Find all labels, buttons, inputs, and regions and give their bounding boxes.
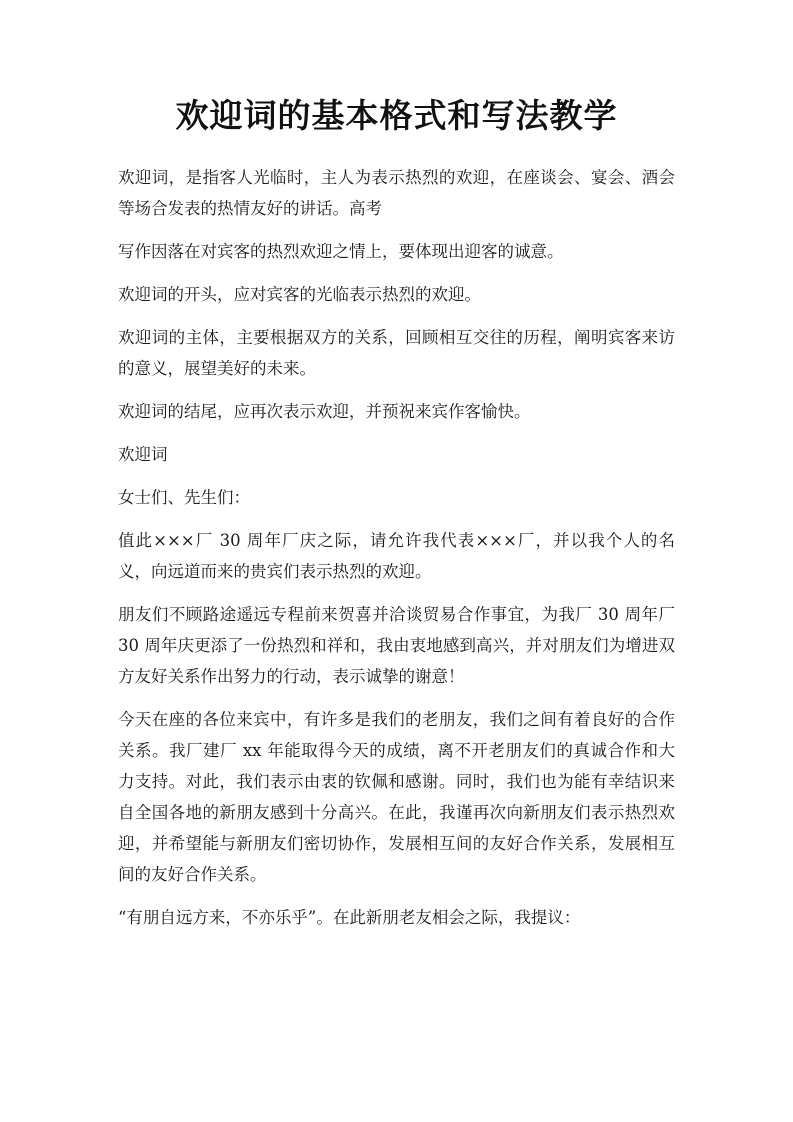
paragraph-ending: 欢迎词的结尾，应再次表示欢迎，并预祝来宾作客愉快。 bbox=[118, 402, 531, 421]
sample-paragraph-toast: “有朋自远方来，不亦乐乎”。在此新朋老友相会之际，我提议： bbox=[118, 908, 581, 927]
sample-paragraph-welcome: 值此×××厂 30 周年厂庆之际，请允许我代表×××厂，并以我个人的名义，向远道而来的贵宾们表示热烈的欢迎。 bbox=[118, 531, 675, 581]
paragraph-opening: 欢迎词的开头，应对宾客的光临表示热烈的欢迎。 bbox=[118, 285, 481, 304]
sample-paragraph-friends: 今天在座的各位来宾中，有许多是我们的老朋友，我们之间有着良好的合作关系。我厂建厂 xx 年能取得今天的成绩，离不开老朋友们的真诚合作和大力支持。对此，我们表示由衷的钦佩和感谢。同时，我们也为能有幸结识来自全国各地的新朋友感到十分高兴。在此，我谨再次向新朋友们表示热烈欢迎，并希望能与新朋友们密切协作，发展相互间的友好合作关系，发展相互间的友好合作关系。 bbox=[118, 710, 675, 884]
sample-heading: 欢迎词 bbox=[118, 445, 168, 464]
document-body bbox=[118, 162, 675, 933]
paragraph-main-body: 欢迎词的主体，主要根据双方的关系，回顾相互交往的历程，阐明宾客来访的意义，展望美好的未来。 bbox=[118, 328, 675, 378]
sample-paragraph-thanks: 朋友们不顾路途遥远专程前来贺喜并洽谈贸易合作事宜，为我厂 30 周年厂 30 周年庆更添了一份热烈和祥和，我由衷地感到高兴，并对朋友们为增进双方友好关系作出努力的行动，表示诚挚的谢意！ bbox=[118, 605, 675, 686]
document-title: 欢迎词的基本格式和写法教学 bbox=[175, 96, 618, 135]
sample-salutation: 女士们、先生们： bbox=[118, 488, 250, 507]
paragraph-writing-focus: 写作因落在对宾客的热烈欢迎之情上，要体现出迎客的诚意。 bbox=[118, 242, 564, 261]
paragraph-intro-definition: 欢迎词，是指客人光临时，主人为表示热烈的欢迎，在座谈会、宴会、酒会等场合发表的热情友好的讲话。高考 bbox=[118, 168, 675, 218]
